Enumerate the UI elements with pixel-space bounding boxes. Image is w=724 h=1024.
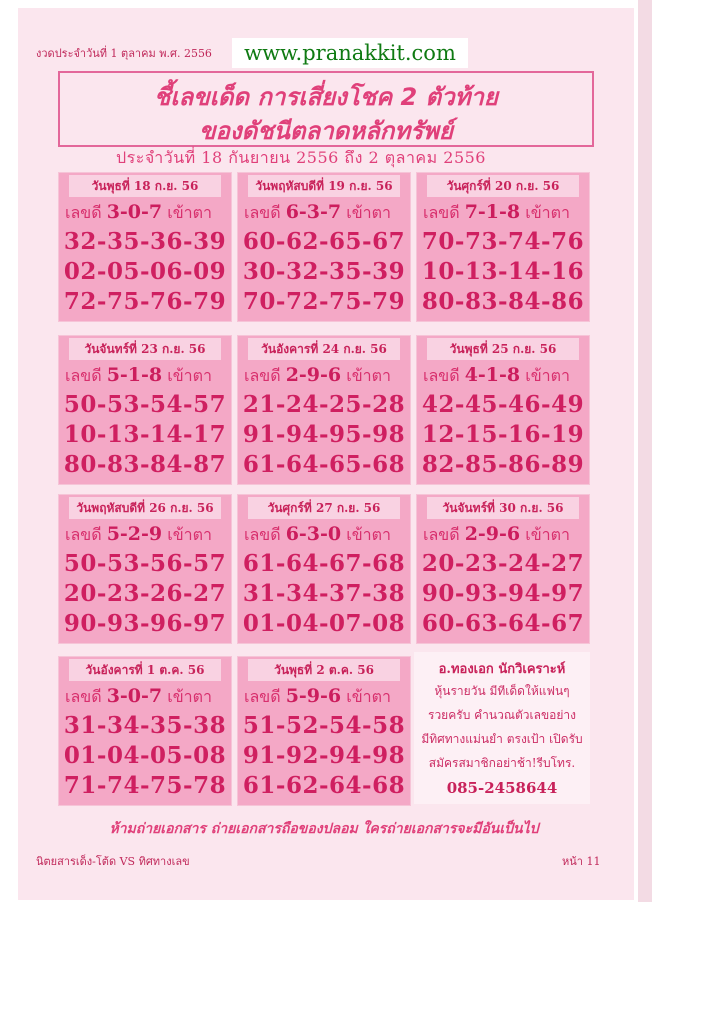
draw-suffix: เข้าตา <box>525 203 570 222</box>
draw-key-digits: 6-3-7 <box>285 201 342 223</box>
footer-page-number: หน้า 11 <box>562 855 601 868</box>
draw-key-row <box>59 360 231 390</box>
footer-magazine: นิตยสารเด็ง-โต้ด VS ทิศทางเลข <box>36 855 190 868</box>
number-set: 61-64-67-68 <box>242 550 406 577</box>
issue-line: งวดประจำวันที่ 1 ตุลาคม พ.ศ. 2556 <box>36 47 212 60</box>
draw-key-digits: 3-0-7 <box>106 201 163 223</box>
copy-warning: ห้ามถ่ายเอกสาร ถ่ายเอกสารถือของปลอม ใครถ่ายเอกสารจะมีอันเป็นไป <box>109 821 539 837</box>
advert-line: สมัครสมาชิกอย่าช้า!รีบโทร. <box>428 756 576 770</box>
draw-prefix: เลขดี <box>423 525 460 544</box>
title-line-2: ของดัชนีตลาดหลักทรัพย์ <box>199 117 453 145</box>
advert-line: รวยครับ คำนวณตัวเลขอย่าง <box>428 708 576 722</box>
card-date: วันอังคารที่ 1 ต.ค. 56 <box>69 659 221 681</box>
draw-suffix: เข้าตา <box>346 366 391 385</box>
number-set: 70-72-75-79 <box>242 288 406 315</box>
card-date: วันศุกร์ที่ 20 ก.ย. 56 <box>427 175 579 197</box>
number-set: 01-04-05-08 <box>63 742 227 769</box>
number-set: 20-23-24-27 <box>421 550 585 577</box>
draw-suffix: เข้าตา <box>525 525 570 544</box>
draw-key-row <box>417 197 589 227</box>
title-line-1: ชี้เลขเด็ด การเสี่ยงโชค 2 ตัวท้าย <box>154 83 498 111</box>
draw-card <box>416 172 590 322</box>
draw-suffix: เข้าตา <box>525 366 570 385</box>
draw-key-row <box>238 360 410 390</box>
draw-key-row <box>59 197 231 227</box>
draw-key-digits: 2-9-6 <box>464 523 521 545</box>
number-set: 91-92-94-98 <box>242 742 406 769</box>
draw-key-row <box>417 360 589 390</box>
number-set: 31-34-35-38 <box>63 712 227 739</box>
draw-card <box>237 172 411 322</box>
draw-key-row <box>238 681 410 711</box>
draw-prefix: เลขดี <box>65 203 102 222</box>
card-date: วันพุธที่ 25 ก.ย. 56 <box>427 338 579 360</box>
draw-prefix: เลขดี <box>423 203 460 222</box>
card-date: วันพฤหัสบดีที่ 19 ก.ย. 56 <box>248 175 400 197</box>
draw-suffix: เข้าตา <box>346 525 391 544</box>
draw-prefix: เลขดี <box>65 525 102 544</box>
number-set: 31-34-37-38 <box>242 580 406 607</box>
number-set: 30-32-35-39 <box>242 258 406 285</box>
number-set: 90-93-96-97 <box>63 610 227 637</box>
draw-suffix: เข้าตา <box>167 687 212 706</box>
advert-title: อ.ทองเอก นักวิเคราะห์ <box>438 662 566 677</box>
number-set: 32-35-36-39 <box>63 228 227 255</box>
draw-prefix: เลขดี <box>244 366 281 385</box>
number-set: 50-53-54-57 <box>63 391 227 418</box>
draw-key-digits: 3-0-7 <box>106 685 163 707</box>
number-set: 82-85-86-89 <box>421 451 585 478</box>
number-set: 91-94-95-98 <box>242 421 406 448</box>
number-set: 10-13-14-17 <box>63 421 227 448</box>
draw-card <box>58 494 232 644</box>
draw-key-digits: 5-9-6 <box>285 685 342 707</box>
number-set: 60-62-65-67 <box>242 228 406 255</box>
draw-key-digits: 5-1-8 <box>106 364 163 386</box>
draw-suffix: เข้าตา <box>167 203 212 222</box>
draw-card <box>58 656 232 806</box>
number-set: 72-75-76-79 <box>63 288 227 315</box>
draw-suffix: เข้าตา <box>167 525 212 544</box>
number-set: 90-93-94-97 <box>421 580 585 607</box>
number-set: 51-52-54-58 <box>242 712 406 739</box>
title-box <box>58 71 594 147</box>
card-date: วันศุกร์ที่ 27 ก.ย. 56 <box>248 497 400 519</box>
period-line: ประจำวันที่ 18 กันยายน 2556 ถึง 2 ตุลาคม 2556 <box>116 148 486 167</box>
number-set: 10-13-14-16 <box>421 258 585 285</box>
number-set: 80-83-84-87 <box>63 451 227 478</box>
number-set: 50-53-56-57 <box>63 550 227 577</box>
draw-key-digits: 6-3-0 <box>285 523 342 545</box>
draw-prefix: เลขดี <box>423 366 460 385</box>
draw-key-row <box>59 681 231 711</box>
draw-card <box>58 335 232 485</box>
advert-box <box>414 652 590 804</box>
draw-suffix: เข้าตา <box>346 203 391 222</box>
draw-prefix: เลขดี <box>244 203 281 222</box>
number-set: 20-23-26-27 <box>63 580 227 607</box>
number-set: 42-45-46-49 <box>421 391 585 418</box>
draw-key-digits: 2-9-6 <box>285 364 342 386</box>
card-date: วันอังคารที่ 24 ก.ย. 56 <box>248 338 400 360</box>
card-date: วันจันทร์ที่ 23 ก.ย. 56 <box>69 338 221 360</box>
number-set: 60-63-64-67 <box>421 610 585 637</box>
draw-prefix: เลขดี <box>244 525 281 544</box>
draw-key-digits: 4-1-8 <box>464 364 521 386</box>
advert-line: มีทิศทางแม่นยำ ตรงเป้า เปิดรับ <box>421 732 583 746</box>
draw-card <box>237 656 411 806</box>
card-date: วันจันทร์ที่ 30 ก.ย. 56 <box>427 497 579 519</box>
draw-card <box>416 494 590 644</box>
draw-prefix: เลขดี <box>65 687 102 706</box>
number-set: 21-24-25-28 <box>242 391 406 418</box>
number-set: 71-74-75-78 <box>63 772 227 799</box>
number-set: 61-62-64-68 <box>242 772 406 799</box>
draw-key-row <box>238 197 410 227</box>
draw-key-row <box>238 519 410 549</box>
draw-suffix: เข้าตา <box>167 366 212 385</box>
number-set: 61-64-65-68 <box>242 451 406 478</box>
page-edge <box>638 0 652 902</box>
advert-phone: 085-2458644 <box>446 779 558 797</box>
site-watermark: www.pranakkit.com <box>232 38 468 68</box>
card-date: วันพุธที่ 18 ก.ย. 56 <box>69 175 221 197</box>
draw-suffix: เข้าตา <box>346 687 391 706</box>
advert-line: หุ้นรายวัน มีทีเด็ดให้แฟนๆ <box>434 684 570 698</box>
number-set: 12-15-16-19 <box>421 421 585 448</box>
draw-key-digits: 7-1-8 <box>464 201 521 223</box>
card-date: วันพฤหัสบดีที่ 26 ก.ย. 56 <box>69 497 221 519</box>
number-set: 02-05-06-09 <box>63 258 227 285</box>
draw-card <box>237 494 411 644</box>
draw-key-digits: 5-2-9 <box>106 523 163 545</box>
draw-prefix: เลขดี <box>244 687 281 706</box>
draw-card <box>416 335 590 485</box>
draw-prefix: เลขดี <box>65 366 102 385</box>
number-set: 80-83-84-86 <box>421 288 585 315</box>
draw-card <box>58 172 232 322</box>
number-set: 01-04-07-08 <box>242 610 406 637</box>
draw-key-row <box>59 519 231 549</box>
draw-key-row <box>417 519 589 549</box>
draw-card <box>237 335 411 485</box>
card-date: วันพุธที่ 2 ต.ค. 56 <box>248 659 400 681</box>
number-set: 70-73-74-76 <box>421 228 585 255</box>
